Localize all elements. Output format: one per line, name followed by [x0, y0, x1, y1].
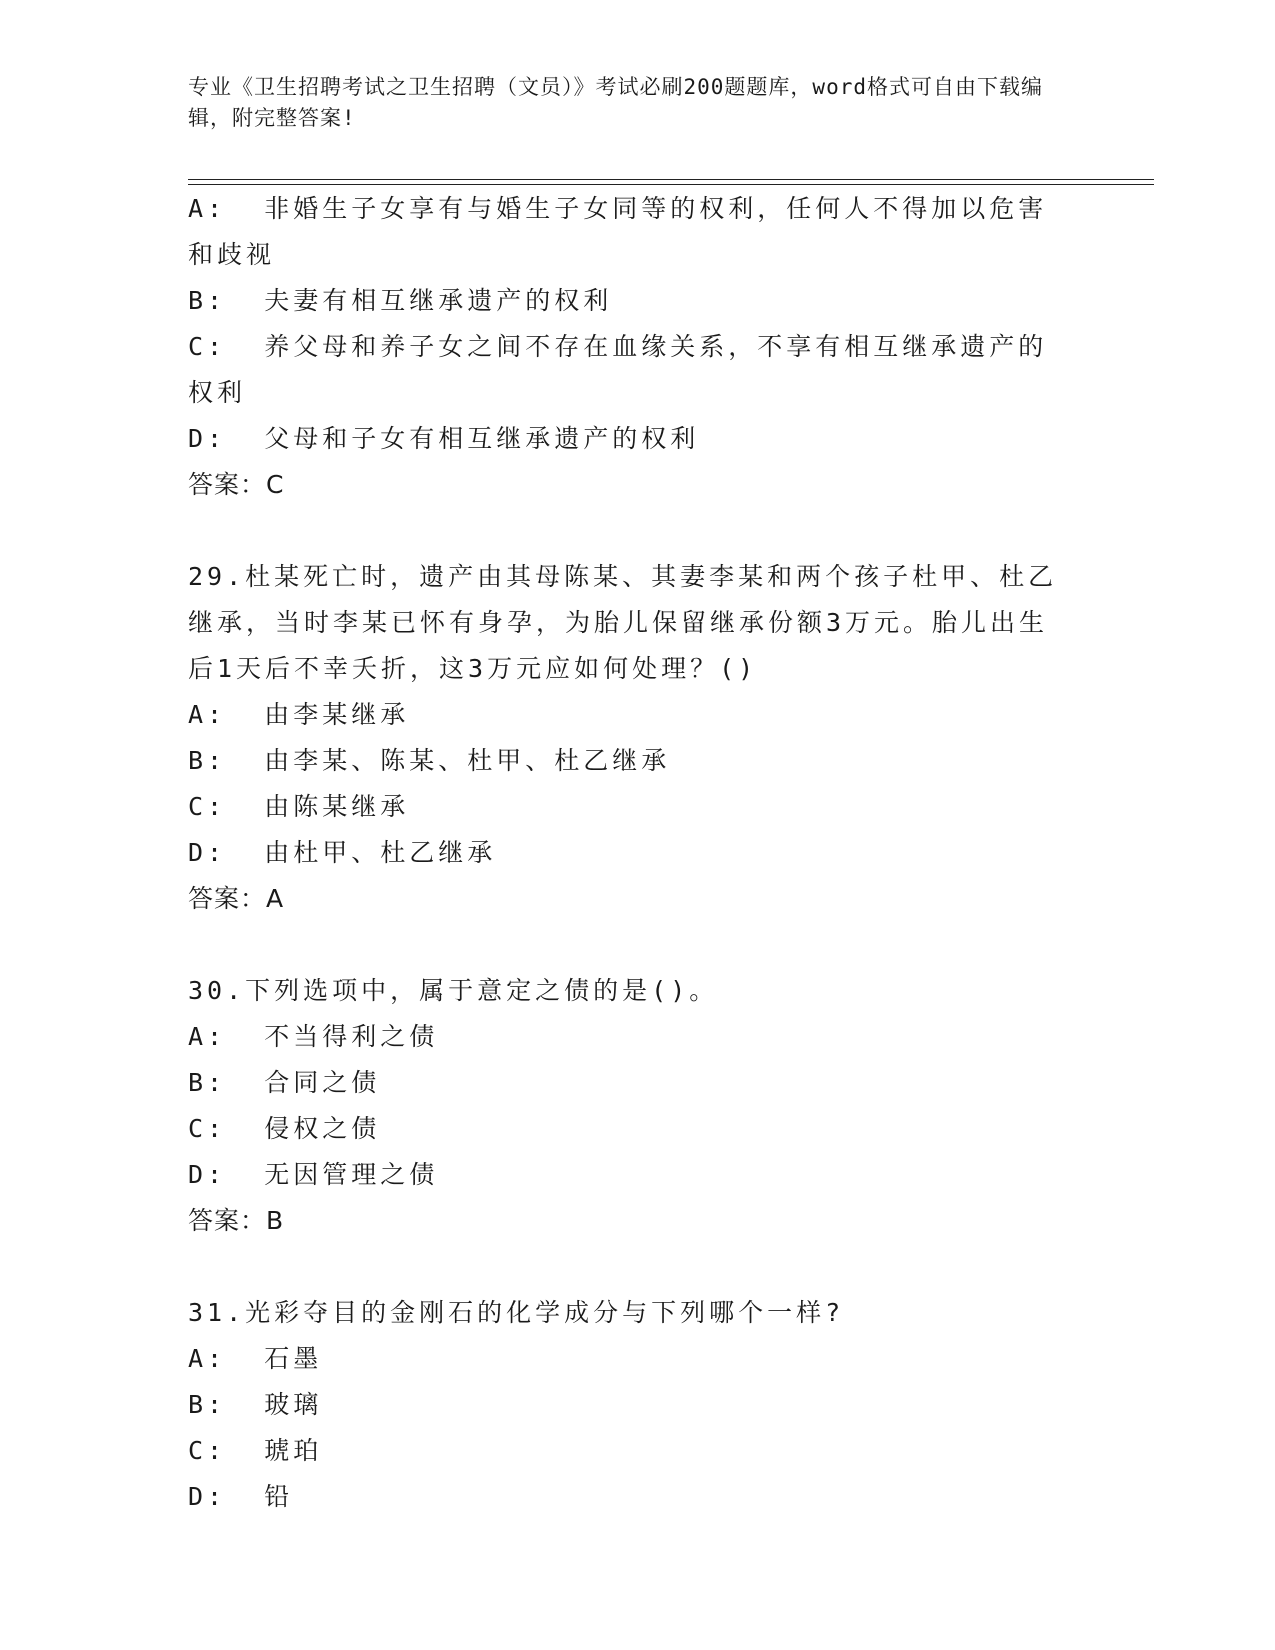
option-b: B: 由李某、陈某、杜甲、杜乙继承: [188, 746, 671, 775]
option-c: C: 养父母和养子女之间不存在血缘关系，不享有相互继承遗产的权利: [188, 332, 1048, 407]
option-d: D: 铅: [188, 1482, 294, 1511]
spacer: [188, 1244, 1068, 1290]
question-text: 31.光彩夺目的金刚石的化学成分与下列哪个一样?: [188, 1298, 845, 1327]
question-31-block: [188, 1290, 1068, 1520]
question-29-block: [188, 554, 1068, 922]
question-30-block: [188, 968, 1068, 1244]
question-text: 29.杜某死亡时，遗产由其母陈某、其妻李某和两个孩子杜甲、杜乙继承，当时李某已怀有身孕，为胎儿保留继承份额3万元。胎儿出生后1天后不幸夭折，这3万元应如何处理？(): [188, 562, 1058, 683]
option-a: A: 非婚生子女享有与婚生子女同等的权利，任何人不得加以危害和歧视: [188, 194, 1048, 269]
option-d: D: 由杜甲、杜乙继承: [188, 838, 497, 867]
question-text: 30.下列选项中，属于意定之债的是()。: [188, 976, 719, 1005]
option-b: B: 玻璃: [188, 1390, 323, 1419]
option-b: B: 夫妻有相互继承遗产的权利: [188, 286, 613, 315]
spacer: [188, 922, 1068, 968]
answer-line: 答案：B: [188, 1206, 285, 1235]
option-c: C: 琥珀: [188, 1436, 323, 1465]
option-d: D: 无因管理之债: [188, 1160, 439, 1189]
spacer: [188, 508, 1068, 554]
option-c: C: 由陈某继承: [188, 792, 410, 821]
header-divider: [188, 179, 1154, 185]
question-list: [188, 186, 1068, 1520]
question-28-block: [188, 186, 1068, 508]
option-b: B: 合同之债: [188, 1068, 381, 1097]
answer-line: 答案：C: [188, 470, 285, 499]
document-title: 专业《卫生招聘考试之卫生招聘（文员）》考试必刷200题题库，word格式可自由下载编辑，附完整答案!: [188, 75, 1043, 130]
option-c: C: 侵权之债: [188, 1114, 381, 1143]
option-a: A: 由李某继承: [188, 700, 410, 729]
document-header: [188, 72, 1068, 134]
option-d: D: 父母和子女有相互继承遗产的权利: [188, 424, 700, 453]
option-a: A: 不当得利之债: [188, 1022, 439, 1051]
answer-line: 答案：A: [188, 884, 285, 913]
option-a: A: 石墨: [188, 1344, 323, 1373]
